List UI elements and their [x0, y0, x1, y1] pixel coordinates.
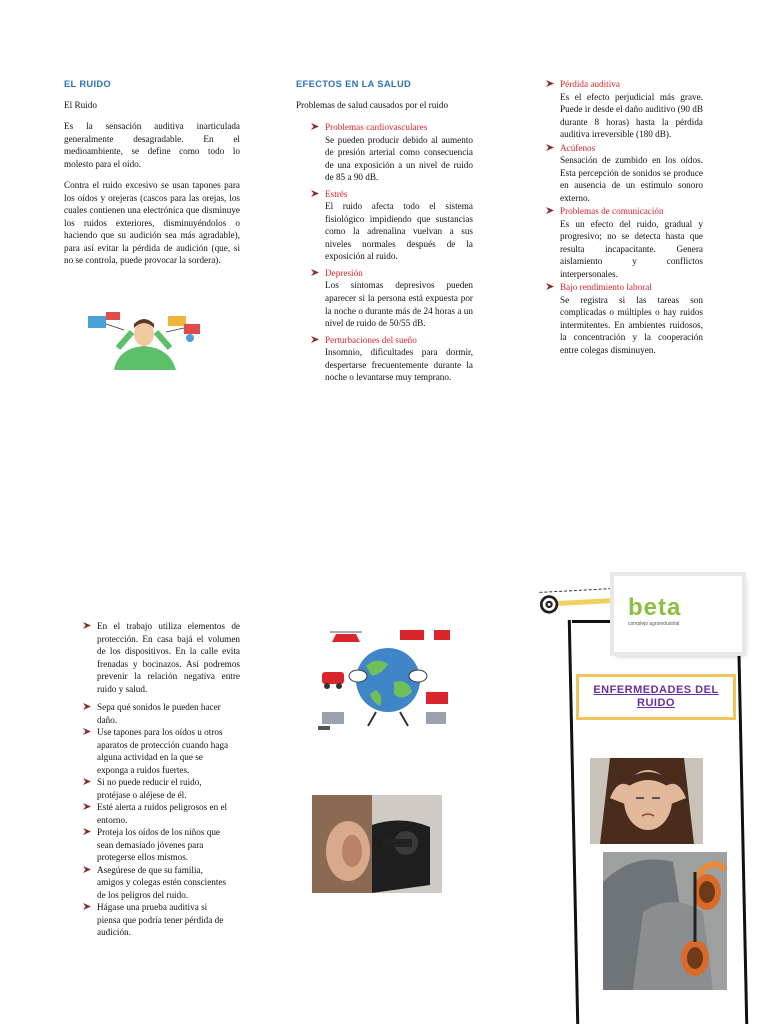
list-item: [543, 78, 703, 141]
arrow-bullet-icon: [310, 268, 320, 277]
arrow-bullet-icon: [545, 79, 555, 88]
effect-title: Pérdida auditiva: [560, 79, 620, 89]
effect-title: Problemas de comunicación: [560, 206, 664, 217]
effect-text: Sensación de zumbido en los oídos. Esta percepción de sonidos se produce en ausencia de un estímulo sonoro externo.: [560, 155, 703, 203]
tip-text: Hágase una prueba auditiva si piensa que podría tener pérdida de audición.: [97, 902, 224, 938]
logo-beta: [628, 596, 728, 627]
logo-card: [614, 576, 742, 652]
effect-text: Los síntomas depresivos pueden aparecer si la persona está expuesta por la noche o durante más de 24 horas a un nivel de ruido de 50/55 dB.: [325, 280, 473, 329]
list-item: [80, 801, 230, 826]
list-item: [543, 281, 703, 356]
list-item: [80, 826, 230, 864]
effect-title: Perturbaciones del sueño: [325, 334, 417, 345]
headache-woman-image: [590, 758, 703, 844]
list-item: [308, 334, 473, 384]
ear-exam-image: [312, 795, 442, 893]
list-item: [308, 267, 473, 330]
noisy-world-image: [316, 626, 454, 732]
arrow-bullet-icon: [82, 827, 92, 836]
effect-title: Estrés: [325, 188, 348, 199]
otoscope-ear-icon: [312, 795, 442, 893]
noisy-globe-icon: [316, 626, 454, 732]
list-item: [308, 188, 473, 263]
arrow-bullet-icon: [82, 702, 92, 711]
arrow-bullet-icon: [545, 282, 555, 291]
logo-text: beta: [628, 594, 682, 621]
arrow-bullet-icon: [82, 777, 92, 786]
target-pin-icon: [538, 593, 561, 616]
tip-text: Esté alerta a ruidos peligrosos en el entorno.: [97, 802, 228, 825]
subheading: El Ruido: [64, 99, 97, 110]
arrow-bullet-icon: [310, 189, 320, 198]
prevention-intro: En el trabajo utiliza elementos de protección. En casa bajá el volumen de los dispositivos. En la calle evita frenadas y bocinazos. Así podremos prevenir la relación negativa entre ruido y salud.: [97, 621, 240, 694]
section-heading-efectos: EFECTOS EN LA SALUD: [296, 78, 412, 89]
column-efectos-continuacion: [543, 78, 703, 356]
list-item: [80, 701, 230, 726]
column-prevencion: [80, 620, 240, 939]
arrow-bullet-icon: [82, 727, 92, 736]
effect-title: Depresión: [325, 267, 363, 278]
arrow-bullet-icon: [310, 122, 320, 131]
effect-title: Bajo rendimiento laboral: [560, 282, 652, 293]
definition-paragraph: Es la sensación auditiva inarticulada generalmente desagradable. En el medioambiente, se define como todo lo molesto para el oído.: [64, 121, 240, 169]
headache-icon: [590, 758, 703, 844]
effect-text: Es un efecto del ruido, gradual y progresivo; no se detecta hasta que resulta incapacitante. Genera aislamiento y conflictos interpersonales.: [560, 218, 703, 279]
arrow-bullet-icon: [545, 206, 555, 215]
cover-title-box: [576, 674, 736, 720]
tip-text: Asegúrese de que su familia, amigos y colegas estén conscientes de los peligros del ruido.: [97, 864, 227, 900]
list-item: [80, 864, 230, 902]
effect-text: El ruido afecta todo el sistema fisiológico impidiendo que sustancias como la adrenalina vuelvan a sus niveles normales después de la exposición al ruido.: [325, 201, 473, 262]
prevention-intro-list: [80, 620, 240, 695]
list-item: [543, 142, 703, 205]
list-item: [543, 205, 703, 280]
tip-text: Si no puede reducir el ruido, protéjase o aléjese de él.: [97, 777, 202, 800]
tip-text: Use tapones para los oídos u otros aparatos de protección cuando haga alguna actividad en la que se exponga a ruidos fuertes.: [97, 727, 229, 775]
list-item: [308, 121, 473, 184]
effect-title: Acúfenos: [560, 142, 596, 153]
arrow-bullet-icon: [545, 143, 555, 152]
arrow-bullet-icon: [82, 802, 92, 811]
list-item: [80, 726, 230, 776]
section-heading-el-ruido: EL RUIDO: [64, 78, 112, 89]
logo-subtext: complejo agroindustrial: [628, 621, 680, 627]
list-item: [80, 901, 230, 939]
man-covering-ears-icon: [84, 308, 206, 370]
arrow-bullet-icon: [82, 621, 92, 630]
arrow-bullet-icon: [310, 335, 320, 344]
effect-title: Problemas cardiovasculares: [325, 122, 428, 133]
tip-text: Proteja los oídos de los niños que sean demasiado jóvenes para protegerse ellos mismos.: [97, 827, 221, 863]
effects-list-continued: [543, 78, 703, 356]
effects-intro: Problemas de salud causados por el ruido: [296, 99, 449, 110]
prevention-tips-list: [80, 701, 230, 939]
effect-text: Se registra si las tareas son complicadas o múltiples o hay ruidos intermitentes. En ambientes ruidosos, la concentración y la cooperación entre colegas disminuyen.: [560, 294, 703, 355]
effect-text: Insomnio, dificultades para dormir, despertarse frecuentemente durante la noche o levantarse muy temprano.: [325, 347, 473, 383]
arrow-bullet-icon: [82, 902, 92, 911]
column-el-ruido: [64, 78, 240, 267]
column-efectos-salud: [296, 78, 473, 384]
effect-text: Es el efecto perjudicial más grave. Puede ir desde el daño auditivo (90 dB durante 8 horas) hasta la pérdida auditiva irreversible (180 dB).: [560, 91, 703, 140]
tape-strip: [539, 588, 612, 616]
cover-title: ENFERMEDADES DEL RUIDO: [593, 683, 719, 709]
protection-paragraph: Contra el ruido excesivo se usan tapones para los oídos y orejeras (cascos para las orejas, los cuales contienen una electrónica que disminuye los ruidos exteriores, disminuyéndolos o haciendo que su audición sea más agradable), para así evitar la pérdida de audición (que, si no se controla, puede provocar la sordera).: [64, 180, 240, 266]
earmuffs-icon: [603, 852, 727, 990]
tip-text: Sepa qué sonidos le pueden hacer daño.: [97, 702, 221, 725]
effect-text: Se pueden producir debido al aumento de presión arterial como consecuencia de una exposición a un nivel de ruido de 85 a 90 dB.: [325, 134, 473, 183]
man-covering-ears-image: [84, 308, 206, 370]
list-item: [80, 776, 230, 801]
arrow-bullet-icon: [82, 865, 92, 874]
effects-list: [308, 121, 473, 383]
list-item: [80, 620, 240, 695]
ear-protection-worker-image: [603, 852, 727, 990]
